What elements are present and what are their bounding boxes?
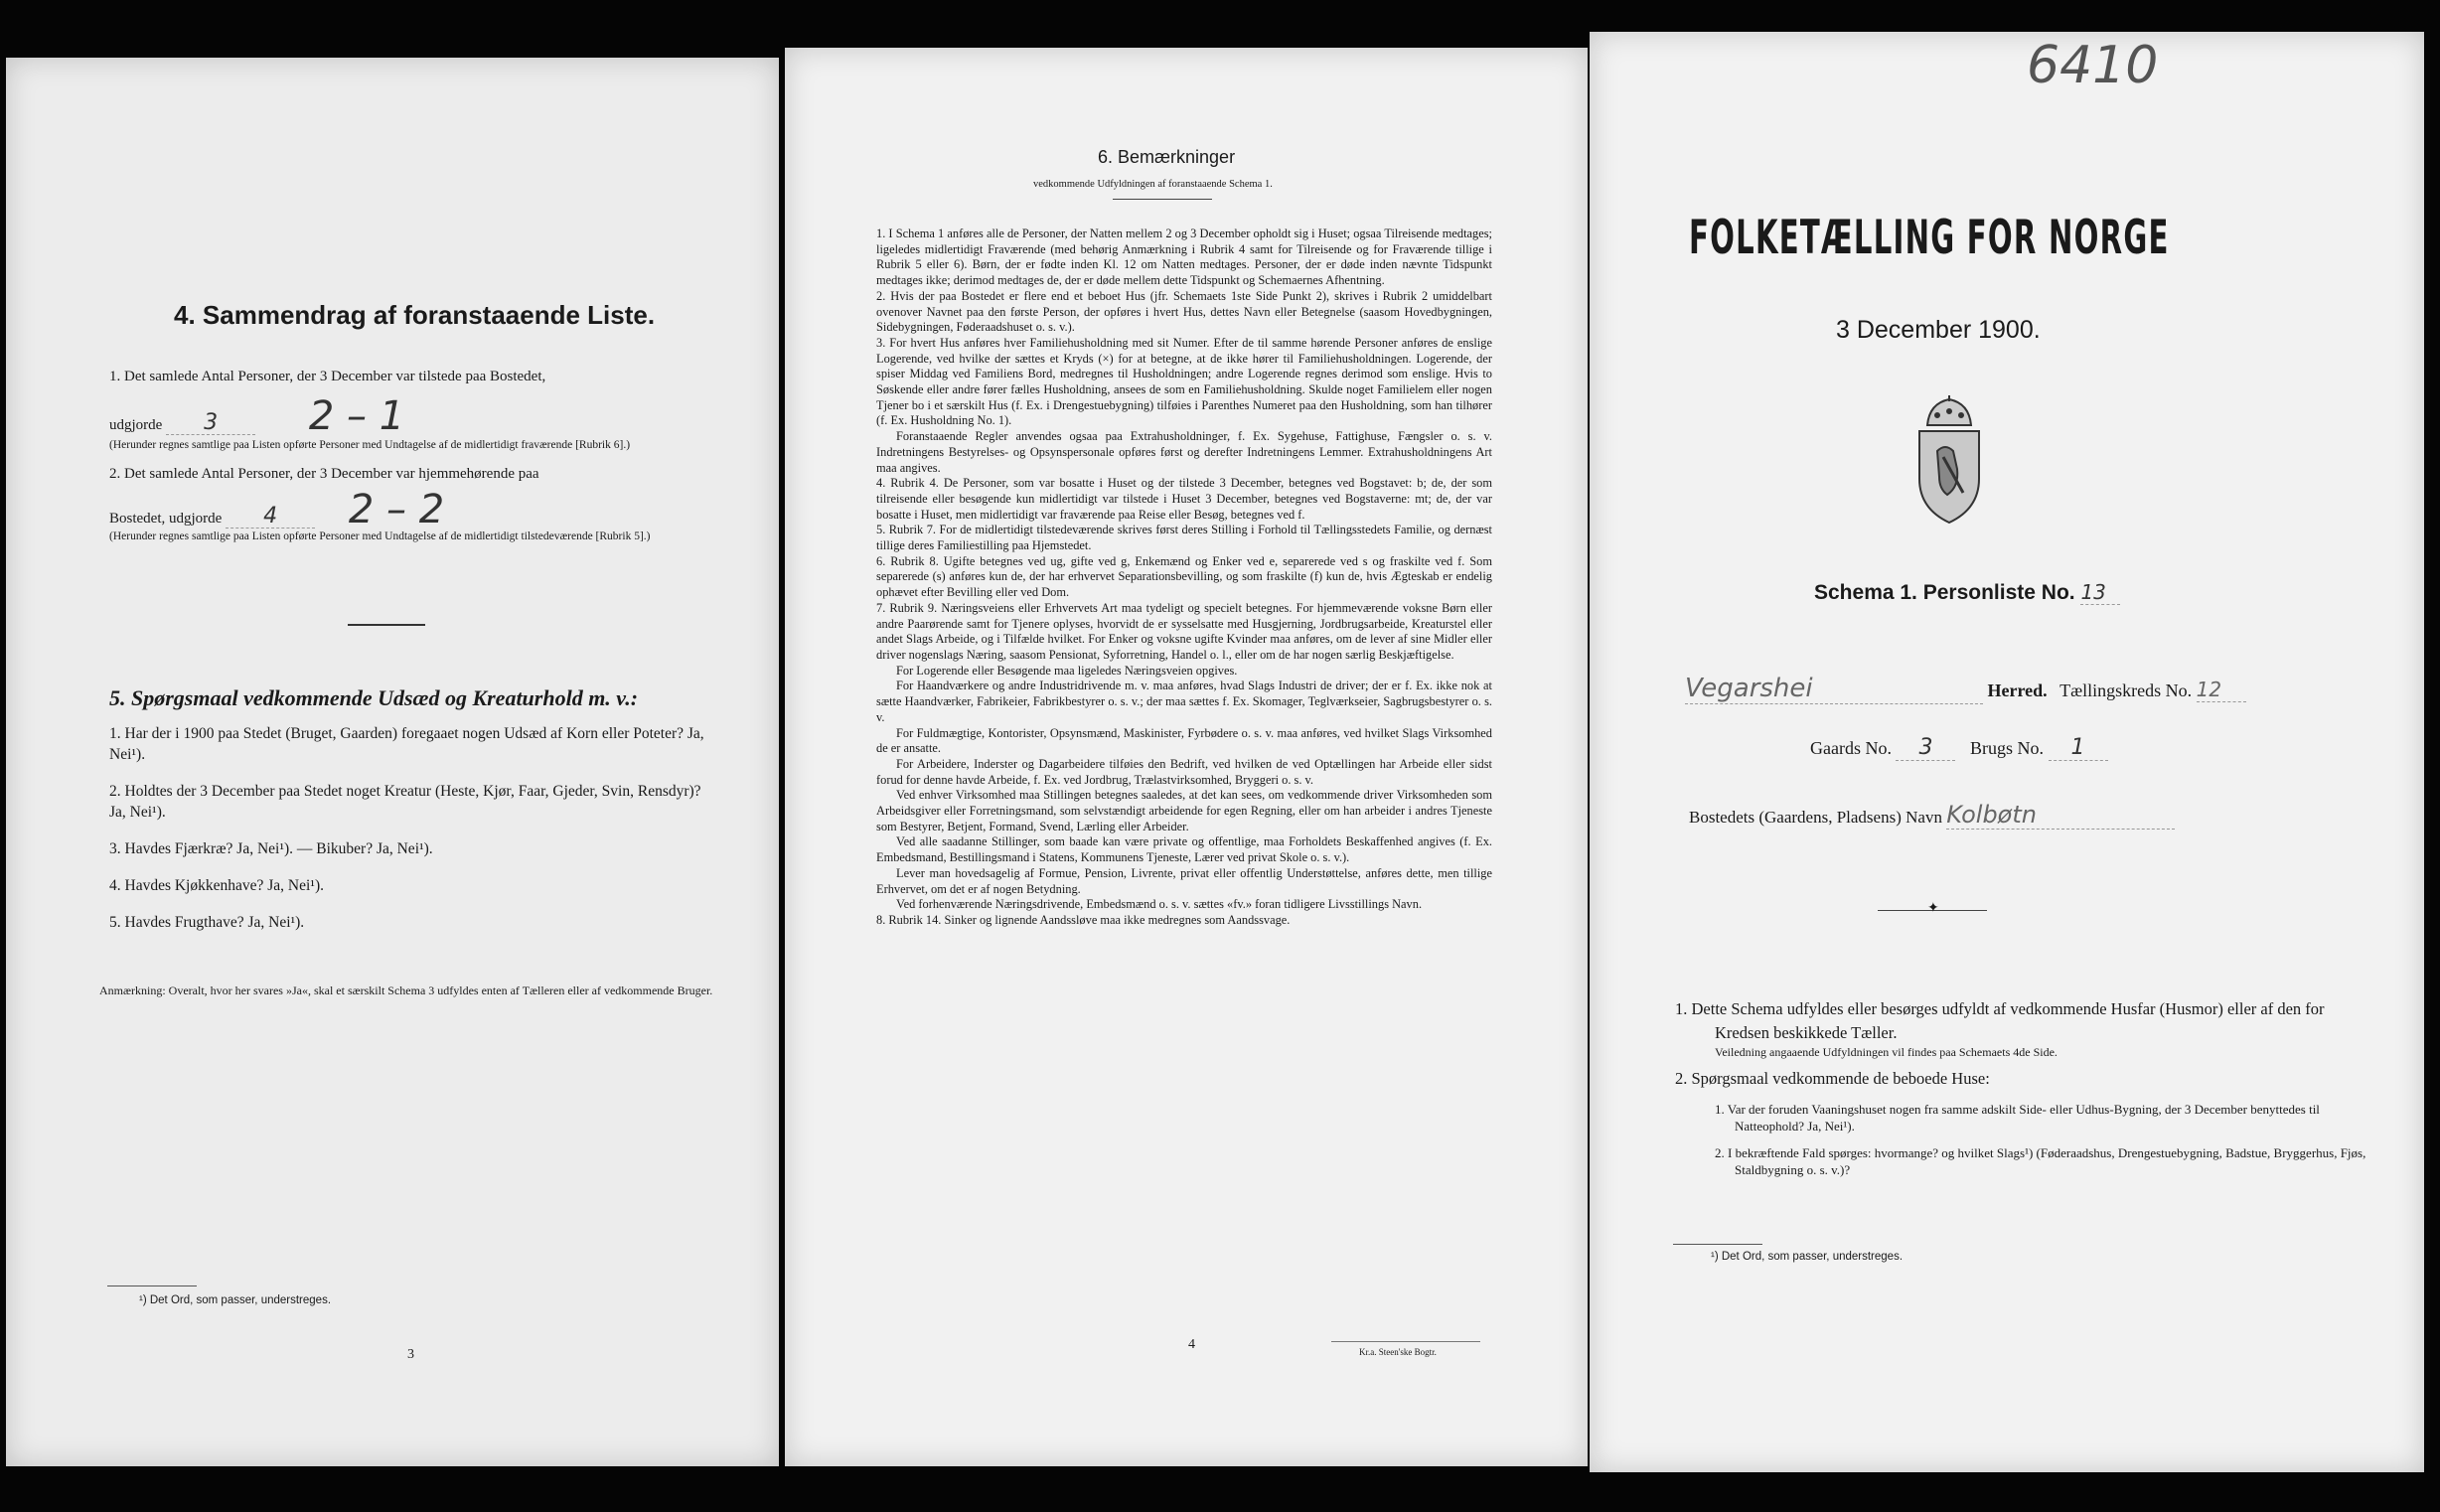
bosted-row: [1689, 801, 2175, 830]
census-date: 3 December 1900.: [1836, 316, 2041, 344]
summary-heading: 4. Sammendrag af foranstaaende Liste.: [174, 300, 656, 330]
kreds-label: Tællingskreds No.: [2059, 680, 2193, 700]
schema-label: Schema 1. Personliste No.: [1814, 581, 2075, 604]
herred-value: Vegarshei: [1685, 674, 1983, 704]
schema-row: [1814, 580, 2120, 605]
summary-q2-label: Bostedet, udgjorde: [109, 511, 223, 527]
remark-item: For Haandværkere og andre Industridrivende m. v. maa anføres, hvad Slags Industri de driver; der er f. Ex. ikke nok at sætte Haandværker, Fabrikeier, Fabrikbestyrer o. s. v.; der maa sættes f. Ex. Skomager, Teglværkseier, Sagbrugsbestyrer o. s. v.: [876, 679, 1492, 724]
gaards-row: [1810, 735, 2108, 761]
summary-q1-value-b: 2 – 1: [308, 393, 405, 439]
remark-item: For Logerende eller Besøgende maa ligeledes Næringsveien opgives.: [896, 663, 1238, 678]
summary-q2-answer-row: [109, 487, 715, 532]
summary-q1-answer-row: [109, 393, 715, 439]
summary-q1-label: udgjorde: [109, 417, 163, 433]
right-footnote: ¹) Det Ord, som passer, understreges.: [1711, 1251, 1904, 1263]
s5-q1: 1. Har der i 1900 paa Stedet (Bruget, Gaarden) foregaaet nogen Udsæd af Korn eller Poteter? Ja, Nei¹).: [109, 725, 704, 763]
gaards-label: Gaards No.: [1810, 738, 1892, 758]
schema-number: 13: [2080, 580, 2120, 605]
remark-item: 6. Rubrik 8. Ugifte betegnes ved ug, gifte ved g, Enkemænd og Enker ved e, separerede ved s og fraskilte ved f. Som separerede (s) anføres kun de, der har erhvervet Separationsbevilling, og som fraskilte (f) kun de, hvis Ægteskab er endelig ophævet efter Bevilling eller ved Dom.: [876, 553, 1492, 600]
summary-q2-value-a: 4: [226, 506, 315, 529]
section5-questions: [109, 723, 715, 933]
remark-item: 2. Hvis der paa Bostedet er flere end et beboet Hus (jfr. Schemaets 1ste Side Punkt 2), skrives i Rubrik 2 umiddelbart ovenover Navnet paa den første Person, der opføres i hvert Hus, dettes Navn eller Betegnelse (saasom Hovedbygningen, Sidebygningen, Føderaadshuset o. s. v.).: [876, 288, 1492, 335]
herred-label: Herred.: [1987, 680, 2048, 700]
census-title: FOLKETÆLLING FOR NORGE: [1689, 211, 2170, 265]
s5-q5: 5. Havdes Frugthave? Ja, Nei¹).: [109, 914, 305, 931]
bosted-value: Kolbøtn: [1946, 801, 2175, 830]
left-page-number: 3: [407, 1347, 414, 1362]
bosted-label: Bostedets (Gaardens, Pladsens) Navn: [1689, 808, 1942, 827]
s5-q4: 4. Havdes Kjøkkenhave? Ja, Nei¹).: [109, 877, 324, 894]
middle-page-number: 4: [1188, 1337, 1195, 1352]
archive-number: 6410: [2027, 36, 2159, 95]
remarks-rule: [1113, 199, 1212, 200]
ornament-mark: ✦: [1927, 901, 1939, 916]
printer-credit: Kr.a. Steen'ske Bogtr.: [1359, 1347, 1437, 1357]
coat-of-arms: [1909, 395, 1989, 531]
right-footnote-rule: [1673, 1244, 1762, 1245]
brugs-value: 1: [2049, 735, 2108, 761]
remark-item: Ved alle saadanne Stillinger, som baade kan være private og offentlige, maa Forholdets Beskaffenhed angives (f. Ex. Embedsmand, Bestillingsmand i Statens, Kommunens Tjeneste, Lærer ved privat Skole o. s. v.).: [876, 834, 1492, 865]
remark-item: Ved forhenværende Næringsdrivende, Embedsmænd o. s. v. sættes «fv.» foran tidligere Livsstillings Navn.: [896, 897, 1423, 912]
instruction-2: 2. Spørgsmaal vedkommende de beboede Huse:: [1675, 1068, 1990, 1088]
summary-q2-text: 2. Det samlede Antal Personer, der 3 December var hjemmehørende paa: [109, 466, 539, 482]
remark-item: For Fuldmægtige, Kontorister, Opsynsmænd, Maskinister, Fyrbødere o. s. v. maa anføres, ved hvilket Slags Virksomhed de er ansatte.: [876, 725, 1492, 756]
remarks-list: [876, 227, 1492, 929]
anmaerkning-note: Anmærkning: Overalt, hvor her svares »Ja«, skal et særskilt Schema 3 udfyldes enten af Tælleren eller af vedkommende Bruger.: [99, 983, 713, 997]
left-footnote: ¹) Det Ord, som passer, understreges.: [139, 1294, 332, 1306]
summary-q2: [109, 463, 715, 545]
gaards-value: 3: [1896, 735, 1955, 761]
remarks-heading: 6. Bemærkninger: [1098, 147, 1236, 167]
remark-item: 3. For hvert Hus anføres hver Familiehusholdning med sit Numer. Efter de til samme hørende Personer anføres de enslige Logerende, ved hvilke der sættes et Kryds (×) for at betegne, at de ikke hører til Familiehusholdningen. Logerende, der spiser Middag ved Familiens Bord, medregnes til Husholdningen; andre Logerende regnes derimod som enslige. Hvis to Søskende eller andre fører fælles Husholdning, ansees de som en Familiehusholdning. Skulde noget Familielem eller nogen Tjener bo i et særskilt Hus (f. Ex. i Drengestuebygning) tilføies i Parenthes Numeret paa den Husholdning, som han tilhører (f. Ex. Husholdning No. 1).: [876, 335, 1492, 428]
remarks-subheading: vedkommende Udfyldningen af foranstaaende Schema 1.: [1033, 179, 1273, 190]
remark-item: 5. Rubrik 7. For de midlertidigt tilstedeværende skrives først deres Stilling i Forhold til Tællingsstedets Familie, og dernæst tillige deres Familiestilling paa Hjemstedet.: [876, 523, 1492, 553]
remark-item: 1. I Schema 1 anføres alle de Personer, der Natten mellem 2 og 3 December opholdt sig i Huset; ogsaa Tilreisende medtages; ligeledes midlertidigt Fraværende (med behørig Anmærkning i Rubrik 4 samt for Tilreisende og for Fraværende tillige i Rubrik 5 eller 6). Børn, der er fødte inden Kl. 12 om Natten medtages. Personer, der er døde inden nævnte Tidspunkt medtages ikke; derimod medtages de, der er døde mellem dette Tidspunkt og Schemaernes Afhentning.: [876, 227, 1492, 288]
section5-heading: 5. Spørgsmaal vedkommende Udsæd og Kreaturhold m. v.:: [109, 685, 639, 710]
remark-item: Foranstaaende Regler anvendes ogsaa paa Extrahusholdninger, f. Ex. Sygehuse, Fattighuse, Fængsler o. s. v. Indretningens Bestyrelses- og Opsynspersonale opføres først og derefter Indretningens Lemmer. Extrahusholdningens Art maa angives.: [876, 429, 1492, 475]
summary-q2-note: (Herunder regnes samtlige paa Listen opførte Personer med Undtagelse af de midlertidigt tilstedeværende [Rubrik 5].): [109, 530, 651, 542]
s5-q2: 2. Holdtes der 3 December paa Stedet noget Kreatur (Heste, Kjør, Faar, Gjeder, Svin, Rensdyr)? Ja, Nei¹).: [109, 783, 701, 821]
instruction-1-note: Veiledning angaaende Udfyldningen vil findes paa Schemaets 4de Side.: [1715, 1045, 2058, 1059]
left-divider: [348, 624, 425, 626]
summary-q1-value-a: 3: [166, 412, 255, 435]
summary-q2-value-b: 2 – 2: [348, 487, 445, 532]
summary-q1-note: (Herunder regnes samtlige paa Listen opførte Personer med Undtagelse af de midlertidigt fraværende [Rubrik 6].): [109, 439, 631, 451]
summary-q1: [109, 366, 715, 454]
instruction-1: 1. Dette Schema udfyldes eller besørges udfyldt af vedkommende Husfar (Husmor) eller af den for Kredsen beskikkede Tæller.: [1675, 999, 2325, 1042]
remark-item: For Arbeidere, Inderster og Dagarbeidere tilføies den Bedrift, ved hvilken de ved Optællingen har Arbeide eller sidst forud for denne havde Arbeide, f. Ex. ved Jordbrug, Trælastvirksomhed, Bryggeri o. s. v.: [876, 756, 1492, 787]
kreds-value: 12: [2197, 678, 2246, 702]
brugs-label: Brugs No.: [1969, 738, 2044, 758]
instructions: [1675, 997, 2382, 1178]
remark-item: 7. Rubrik 9. Næringsveiens eller Erhvervets Art maa tydeligt og specielt betegnes. For hjemmeværende voksne Børn eller andre Paarørende samt for Tjenere oplyses, hvorvidt de er sysselsatte med Husgjerning, Jordbrugsarbeide, Kreaturstel eller andet Slags Arbeide, og i Tilfælde hvilket. For Enker og voksne ugifte Kvinder maa anføres, om de lever af sine Midler eller driver nogenslags Næring, saasom Pensionat, Syforretning, Handel o. l., eller om de har nogen særlig Beskjæftigelse.: [876, 600, 1492, 662]
remark-item: Lever man hovedsagelig af Formue, Pension, Livrente, privat eller offentlig Understøttelse, anføres dette, men tillige Erhvervet, om det er af nogen Betydning.: [876, 865, 1492, 896]
s5-q3: 3. Havdes Fjærkræ? Ja, Nei¹). — Bikuber? Ja, Nei¹).: [109, 840, 433, 857]
remark-item: 8. Rubrik 14. Sinker og lignende Aandssløve maa ikke medregnes som Aandssvage.: [876, 912, 1291, 927]
left-footnote-rule: [107, 1285, 197, 1286]
herred-row: [1685, 674, 2361, 704]
instruction-2-q1: 1. Var der foruden Vaaningshuset nogen fra samme adskilt Side- eller Udhus-Bygning, der 3 December benyttedes til Natteophold? Ja, Nei¹).: [1715, 1101, 2320, 1134]
summary-q1-text: 1. Det samlede Antal Personer, der 3 December var tilstede paa Bostedet,: [109, 369, 546, 384]
remark-item: Ved enhver Virksomhed maa Stillingen betegnes saaledes, at det kan sees, om vedkommende driver Virksomheden som Arbeidsgiver eller Forretningsmand, som selvstændigt arbeidende for egen Regning, eller om han arbeider i andres Tjeneste som Bestyrer, Betjent, Formand, Svend, Lærling eller Arbeider.: [876, 788, 1492, 833]
instruction-2-q2: 2. I bekræftende Fald spørges: hvormange? og hvilket Slags¹) (Føderaadshus, Drengestuebygning, Badstue, Bryggerhus, Fjøs, Staldbygning o. s. v.)?: [1715, 1144, 2366, 1177]
printer-rule: [1331, 1341, 1480, 1342]
remark-item: 4. Rubrik 4. De Personer, som var bosatte i Huset og der tilstede 3 December, betegnes ved Bogstavet: b; de, der som tilreisende eller besøgende kun midlertidigt var tilstede i Huset 3 December, betegnes ved Bogstaverne: mt; de, der var bosatte i Huset, men midlertidigt var fraværende paa Reise eller Besøg, betegnes ved f.: [876, 476, 1492, 522]
